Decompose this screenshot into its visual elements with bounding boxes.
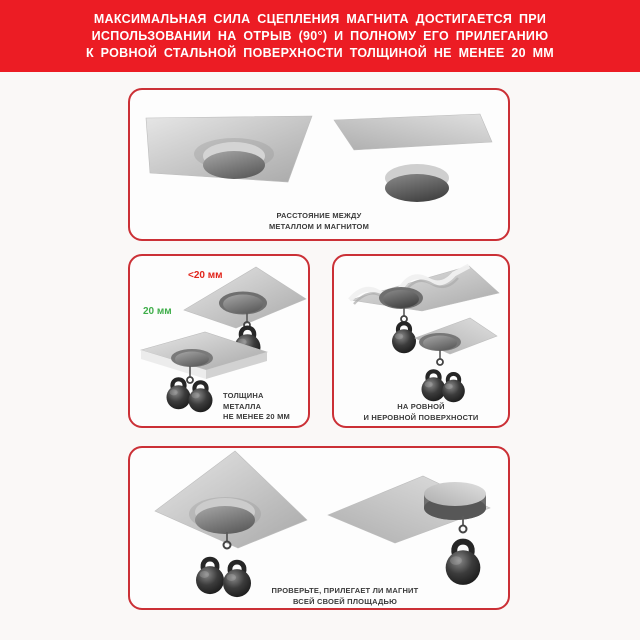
header-line: МАКСИМАЛЬНАЯ СИЛА СЦЕПЛЕНИЯ МАГНИТА ДОСТИГАЕТСЯ ПРИ [93, 12, 547, 26]
header-line: К РОВНОЙ СТАЛЬНОЙ ПОВЕРХНОСТИ ТОЛЩИНОЙ НЕ МЕНЕЕ 20 ММ [85, 46, 555, 60]
thick-metal-label: 20 мм [143, 306, 172, 317]
caption-thickness: ТОЛЩИНА МЕТАЛЛА НЕ МЕНЕЕ 20 ММ [223, 391, 290, 422]
panel-thickness [128, 254, 310, 428]
panel-distance [128, 88, 510, 241]
header-banner [0, 0, 640, 72]
panel-contact [128, 446, 510, 610]
caption-distance: РАССТОЯНИЕ МЕЖДУ МЕТАЛЛОМ И МАГНИТОМ [268, 211, 370, 231]
full-contact-illustration [130, 448, 508, 608]
panel-surface [332, 254, 510, 428]
thin-metal-label: <20 мм [188, 270, 223, 281]
caption-contact: ПРОВЕРЬТЕ, ПРИЛЕГАЕТ ЛИ МАГНИТ ВСЕЙ СВОЕЙ ПЛОЩАДЬЮ [271, 586, 419, 606]
header-line: ИСПОЛЬЗОВАНИИ НА ОТРЫВ (90°) И ПОЛНОМУ ЕГО ПРИЛЕГАНИЮ [91, 29, 549, 43]
caption-surface: НА РОВНОЙ И НЕРОВНОЙ ПОВЕРХНОСТИ [363, 402, 479, 422]
surface-flatness-illustration [334, 256, 508, 426]
